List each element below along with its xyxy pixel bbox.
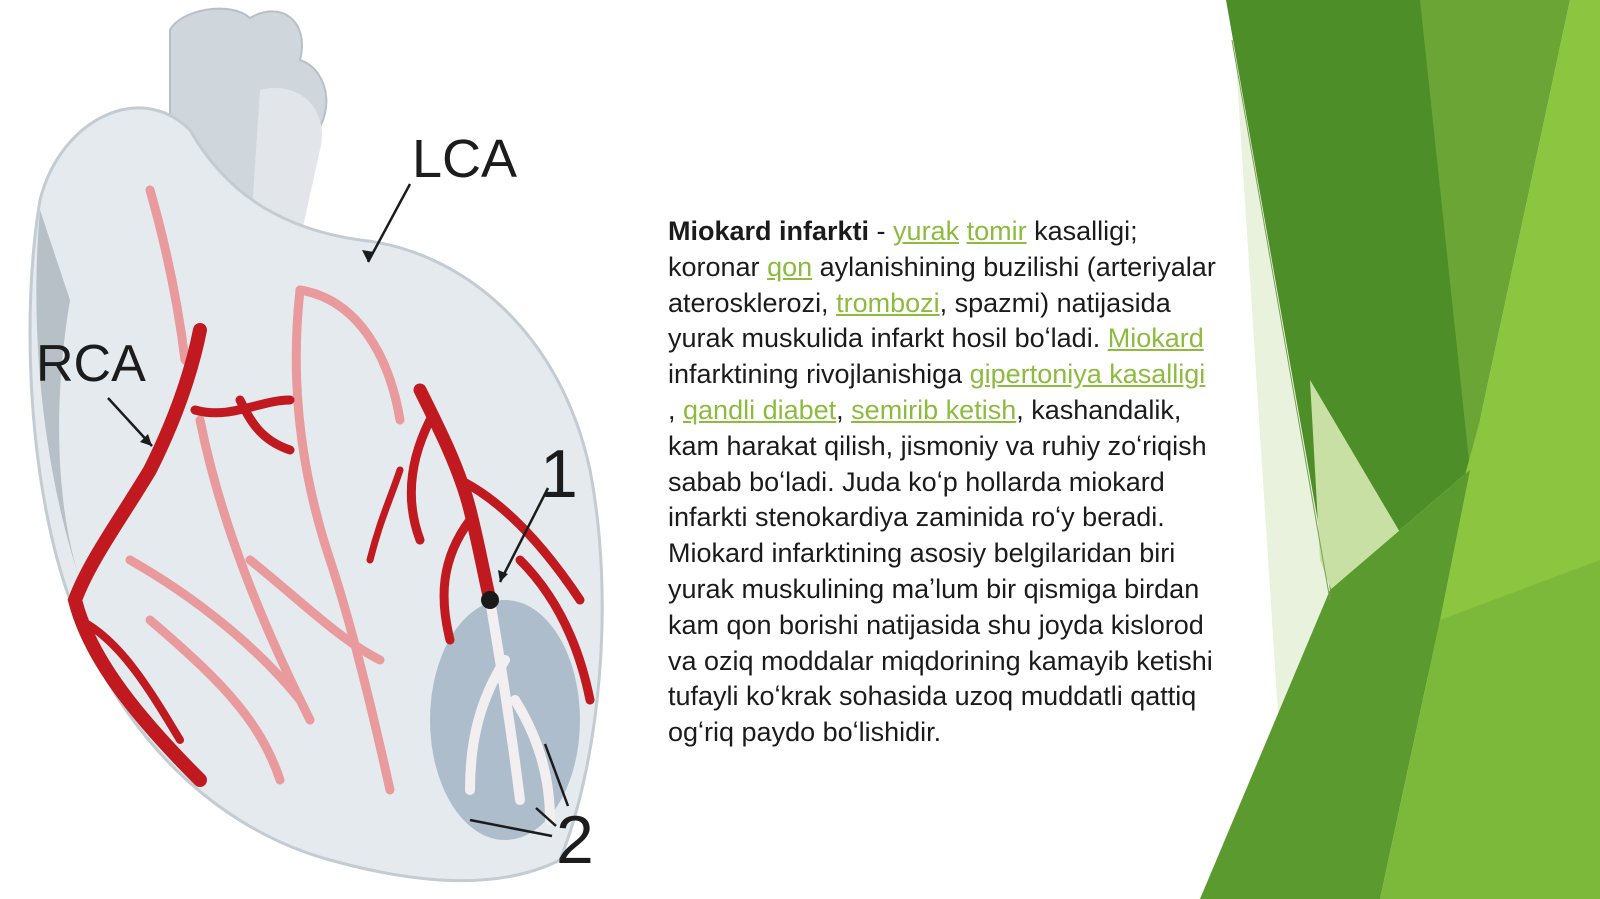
link-trombozi[interactable]: trombozi [836,287,940,318]
text-line: sabab boʻladi. Juda koʻp hollarda miokard [668,466,1165,497]
label-rca: RCA [36,335,146,393]
text-line: ogʻriq paydo boʻlishidir. [668,717,942,748]
text-line: infarktining rivojlanishiga gipertoniya kasalligi [668,359,1206,390]
link-semirib-ketish[interactable]: semirib ketish [851,394,1017,425]
text-line: aterosklerozi, trombozi, spazmi) natijasida [668,287,1171,318]
text-line: koronar qon aylanishining buzilishi (arteriyalar [668,251,1216,282]
link-qon[interactable]: qon [767,251,813,282]
label-marker-1: 1 [540,436,578,512]
text-line: kam qon borishi natijasida shu joyda kislorod [668,609,1204,640]
text-line: kam harakat qilish, jismoniy va ruhiy zoʻriqish [668,430,1207,461]
link-gipertoniya-kasalligi[interactable]: gipertoniya kasalligi [969,359,1206,390]
link-yurak[interactable]: yurak [893,216,960,246]
text-line: , qandli diabet, semirib ketish, kashandalik, [668,394,1182,425]
link-miokard[interactable]: Miokard [1107,323,1204,354]
text-line: yurak muskulining maʼlum bir qismiga birdan [668,573,1200,604]
term-title: Miokard infarkti [668,216,870,246]
text-line: Miokard infarktining asosiy belgilaridan biri [668,538,1176,569]
link-tomir[interactable]: tomir [966,216,1027,246]
text-line: va oziq moddalar miqdorining kamayib ketishi [668,645,1213,676]
label-lca: LCA [412,129,518,189]
link-qandli-diabet[interactable]: qandli diabet [683,394,837,425]
occlusion-point [481,591,499,609]
text-line: tufayli koʻkrak sohasida uzoq muddatli qattiq [668,681,1197,712]
body-text [668,214,1288,751]
text-line: yurak muskulida infarkt hosil boʻladi. Miokard [668,323,1204,354]
text-line: infarkti stenokardiya zaminida roʻy beradi. [668,502,1165,533]
label-marker-2: 2 [556,802,594,878]
text-line: Miokard infarkti - yurak tomir kasalligi; [668,216,1138,246]
